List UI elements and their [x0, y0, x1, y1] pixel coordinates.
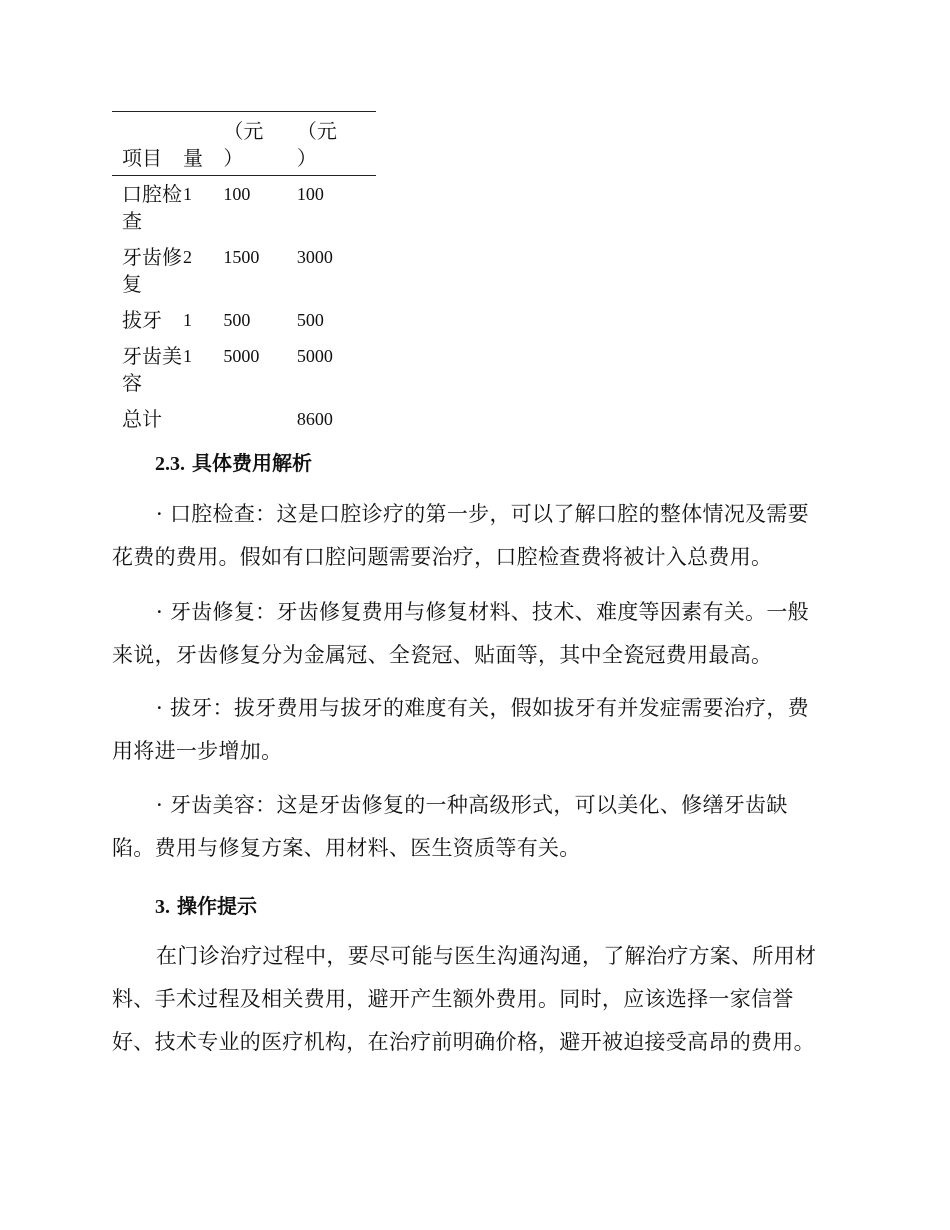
table-row — [112, 239, 376, 302]
cell-quantity: 1 — [182, 184, 192, 204]
cell-item: 口腔检查 — [122, 182, 182, 233]
table-row — [112, 176, 376, 240]
cell-subtotal: 100 — [296, 184, 324, 204]
table-row — [112, 302, 376, 338]
cell-unit-price: 500 — [223, 310, 251, 330]
cell-subtotal: 3000 — [296, 247, 333, 267]
fee-table — [112, 111, 376, 437]
header-item: 项目 — [122, 146, 162, 170]
cell-quantity: 2 — [182, 247, 192, 267]
paragraph-extraction: · 拔牙：拔牙费用与拔牙的难度有关，假如拔牙有并发症需要治疗，费用将进一步增加。 — [112, 696, 809, 763]
header-unit-price: （元 ） — [223, 119, 264, 170]
section-title: 操作提示 — [176, 894, 257, 918]
cell-quantity — [183, 401, 223, 437]
cell-subtotal: 500 — [296, 310, 324, 330]
paragraph-tips: 在门诊治疗过程中，要尽可能与医生沟通沟通，了解治疗方案、所用材料、手术过程及相关费用，避开产生额外费用。同时，应该选择一家信誉好、技术专业的医疗机构，在治疗前明确价格，避开被迫接受高昂的费用。 — [112, 944, 817, 1054]
cell-unit-price: 100 — [223, 184, 251, 204]
table-header-row — [112, 112, 376, 176]
cell-item: 牙齿修复 — [122, 245, 182, 296]
section-number: 3. — [155, 896, 170, 918]
cell-subtotal: 8600 — [296, 409, 333, 429]
cell-item: 牙齿美容 — [122, 344, 182, 395]
cell-unit-price: 5000 — [223, 346, 260, 366]
cell-quantity: 1 — [182, 346, 192, 366]
cell-item: 总计 — [122, 407, 162, 431]
section-number: 2.3. — [155, 453, 185, 475]
paragraph-restoration: · 牙齿修复：牙齿修复费用与修复材料、技术、难度等因素有关。一般来说，牙齿修复分为金属冠、全瓷冠、贴面等，其中全瓷冠费用最高。 — [112, 600, 809, 667]
table-total-row — [112, 401, 376, 437]
section-heading-2-3 — [155, 447, 312, 476]
paragraph-oral-exam: · 口腔检查：这是口腔诊疗的第一步，可以了解口腔的整体情况及需要花费的费用。假如有口腔问题需要治疗，口腔检查费将被计入总费用。 — [112, 502, 809, 569]
section-heading-3 — [155, 890, 257, 919]
cell-unit-price — [223, 401, 297, 437]
table-row — [112, 338, 376, 401]
cell-item: 拔牙 — [122, 308, 162, 332]
cell-quantity: 1 — [182, 310, 192, 330]
header-quantity: 量 — [182, 146, 203, 170]
header-subtotal: （元 ） — [296, 119, 337, 170]
section-title: 具体费用解析 — [191, 451, 312, 475]
cell-subtotal: 5000 — [296, 346, 333, 366]
paragraph-cosmetic: · 牙齿美容：这是牙齿修复的一种高级形式，可以美化、修缮牙齿缺陷。费用与修复方案、用材料、医生资质等有关。 — [112, 793, 788, 860]
cell-unit-price: 1500 — [223, 247, 260, 267]
